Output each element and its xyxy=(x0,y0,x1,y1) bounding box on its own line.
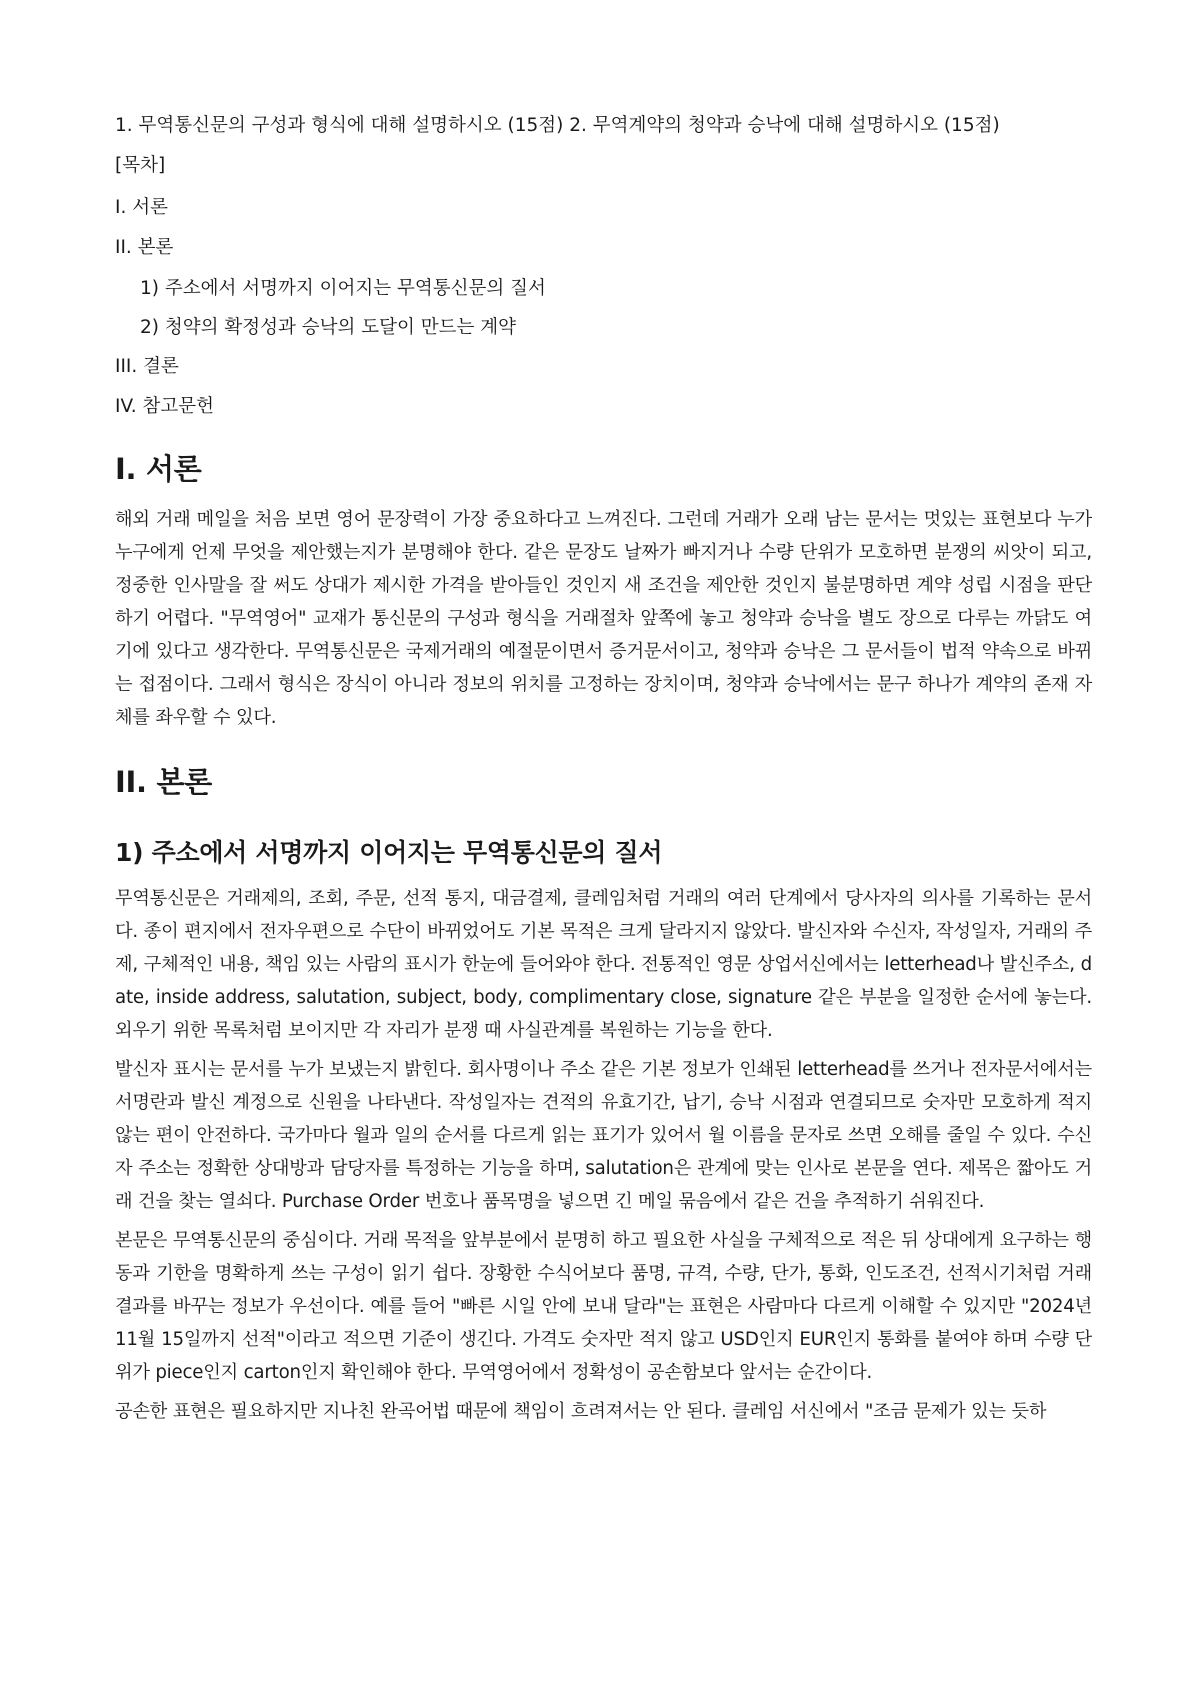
toc-item-intro: I. 서론 xyxy=(115,196,168,218)
toc-item-body-sub1: 1) 주소에서 서명까지 이어지는 무역통신문의 질서 xyxy=(140,278,546,299)
toc-title: [목차] xyxy=(115,154,166,176)
toc-item-body-sub2: 2) 청약의 확정성과 승낙의 도달이 만드는 계약 xyxy=(140,316,516,338)
toc-item-conclusion: III. 결론 xyxy=(115,355,179,377)
intro-paragraph: 해외 거래 메일을 처음 보면 영어 문장력이 가장 중요하다고 느껴진다. 그런데 거래가 오래 남는 문서는 멋있는 표현보다 누가 누구에게 언제 무엇을 제안했는지가 분명해야 한다. 같은 문장도 날짜가 빠지거나 수량 단위가 모호하면 분쟁의 씨앗이 되고, 정중한 인사말을 잘 써도 상대가 제시한 가격을 받아들인 것인지 새 조건을 제안한 것인지 불분명하면 계약 성립 시점을 판단하기 어렵다. "무역영어" 교재가 통신문의 구성과 형식을 거래절차 앞쪽에 놓고 청약과 승낙을 별도 장으로 다루는 까닭도 여기에 있다고 생각한다. 무역통신문은 국제거래의 예절문이면서 증거문서이고, 청약과 승낙은 그 문서들이 법적 약속으로 바뀌는 접점이다. 그래서 형식은 장식이 아니라 정보의 위치를 고정하는 장치이며, 청약과 승낙에서는 문구 하나가 계약의 존재 자체를 좌우할 수 있다. xyxy=(115,508,1092,728)
body-paragraph: 본문은 무역통신문의 중심이다. 거래 목적을 앞부분에서 분명히 하고 필요한 사실을 구체적으로 적은 뒤 상대에게 요구하는 행동과 기한을 명확하게 쓰는 구성이 읽기 쉽다. 장황한 수식어보다 품명, 규격, 수량, 단가, 통화, 인도조건, 선적시기처럼 거래 결과를 바꾸는 정보가 우선이다. 예를 들어 "빠른 시일 안에 보내 달라"는 표현은 사람마다 다르게 이해할 수 있지만 "2024년 11월 15일까지 선적"이라고 적으면 기준이 생긴다. 가격도 숫자만 적지 않고 USD인지 EUR인지 통화를 붙여야 하며 수량 단위가 piece인지 carton인지 확인해야 한다. 무역영어에서 정확성이 공손함보다 앞서는 순간이다. xyxy=(115,1229,1092,1383)
table-of-contents xyxy=(115,152,1092,421)
body-heading: II. 본론 xyxy=(115,764,212,799)
body-paragraph: 공손한 표현은 필요하지만 지나친 완곡어법 때문에 책임이 흐려져서는 안 된다. 클레임 서신에서 "조금 문제가 있는 듯하 xyxy=(115,1400,1047,1422)
question-text: 1. 무역통신문의 구성과 형식에 대해 설명하시오 (15점) 2. 무역계약의 청약과 승낙에 대해 설명하시오 (15점) xyxy=(115,115,1000,136)
toc-item-references: IV. 참고문헌 xyxy=(115,396,214,418)
intro-heading: I. 서론 xyxy=(115,452,202,486)
subsection-1-heading: 1) 주소에서 서명까지 이어지는 무역통신문의 질서 xyxy=(115,838,663,868)
body-paragraph: 무역통신문은 거래제의, 조회, 주문, 선적 통지, 대금결제, 클레임처럼 거래의 여러 단계에서 당사자의 의사를 기록하는 문서다. 종이 편지에서 전자우편으로 수단이 바뀌었어도 기본 목적은 크게 달라지지 않았다. 발신자와 수신자, 작성일자, 거래의 주제, 구체적인 내용, 책임 있는 사람의 표시가 한눈에 들어와야 한다. 전통적인 영문 상업서신에서는 letterhead나 발신주소, date, inside address, salutation, subject, body, complimentary close, signature 같은 부분을 일정한 순서에 놓는다. 외우기 위한 목록처럼 보이지만 각 자리가 분쟁 때 사실관계를 복원하는 기능을 한다. xyxy=(115,887,1092,1041)
body-paragraph: 발신자 표시는 문서를 누가 보냈는지 밝힌다. 회사명이나 주소 같은 기본 정보가 인쇄된 letterhead를 쓰거나 전자문서에서는 서명란과 발신 계정으로 신원을 나타낸다. 작성일자는 견적의 유효기간, 납기, 승낙 시점과 연결되므로 숫자만 모호하게 적지 않는 편이 안전하다. 국가마다 월과 일의 순서를 다르게 읽는 표기가 있어서 월 이름을 문자로 쓰면 오해를 줄일 수 있다. 수신자 주소는 정확한 상대방과 담당자를 특정하는 기능을 하며, salutation은 관계에 맞는 인사로 본문을 연다. 제목은 짧아도 거래 건을 찾는 열쇠다. Purchase Order 번호나 품목명을 넣으면 긴 메일 묶음에서 같은 건을 추적하기 쉬워진다. xyxy=(115,1058,1092,1212)
toc-item-body: II. 본론 xyxy=(115,237,174,259)
